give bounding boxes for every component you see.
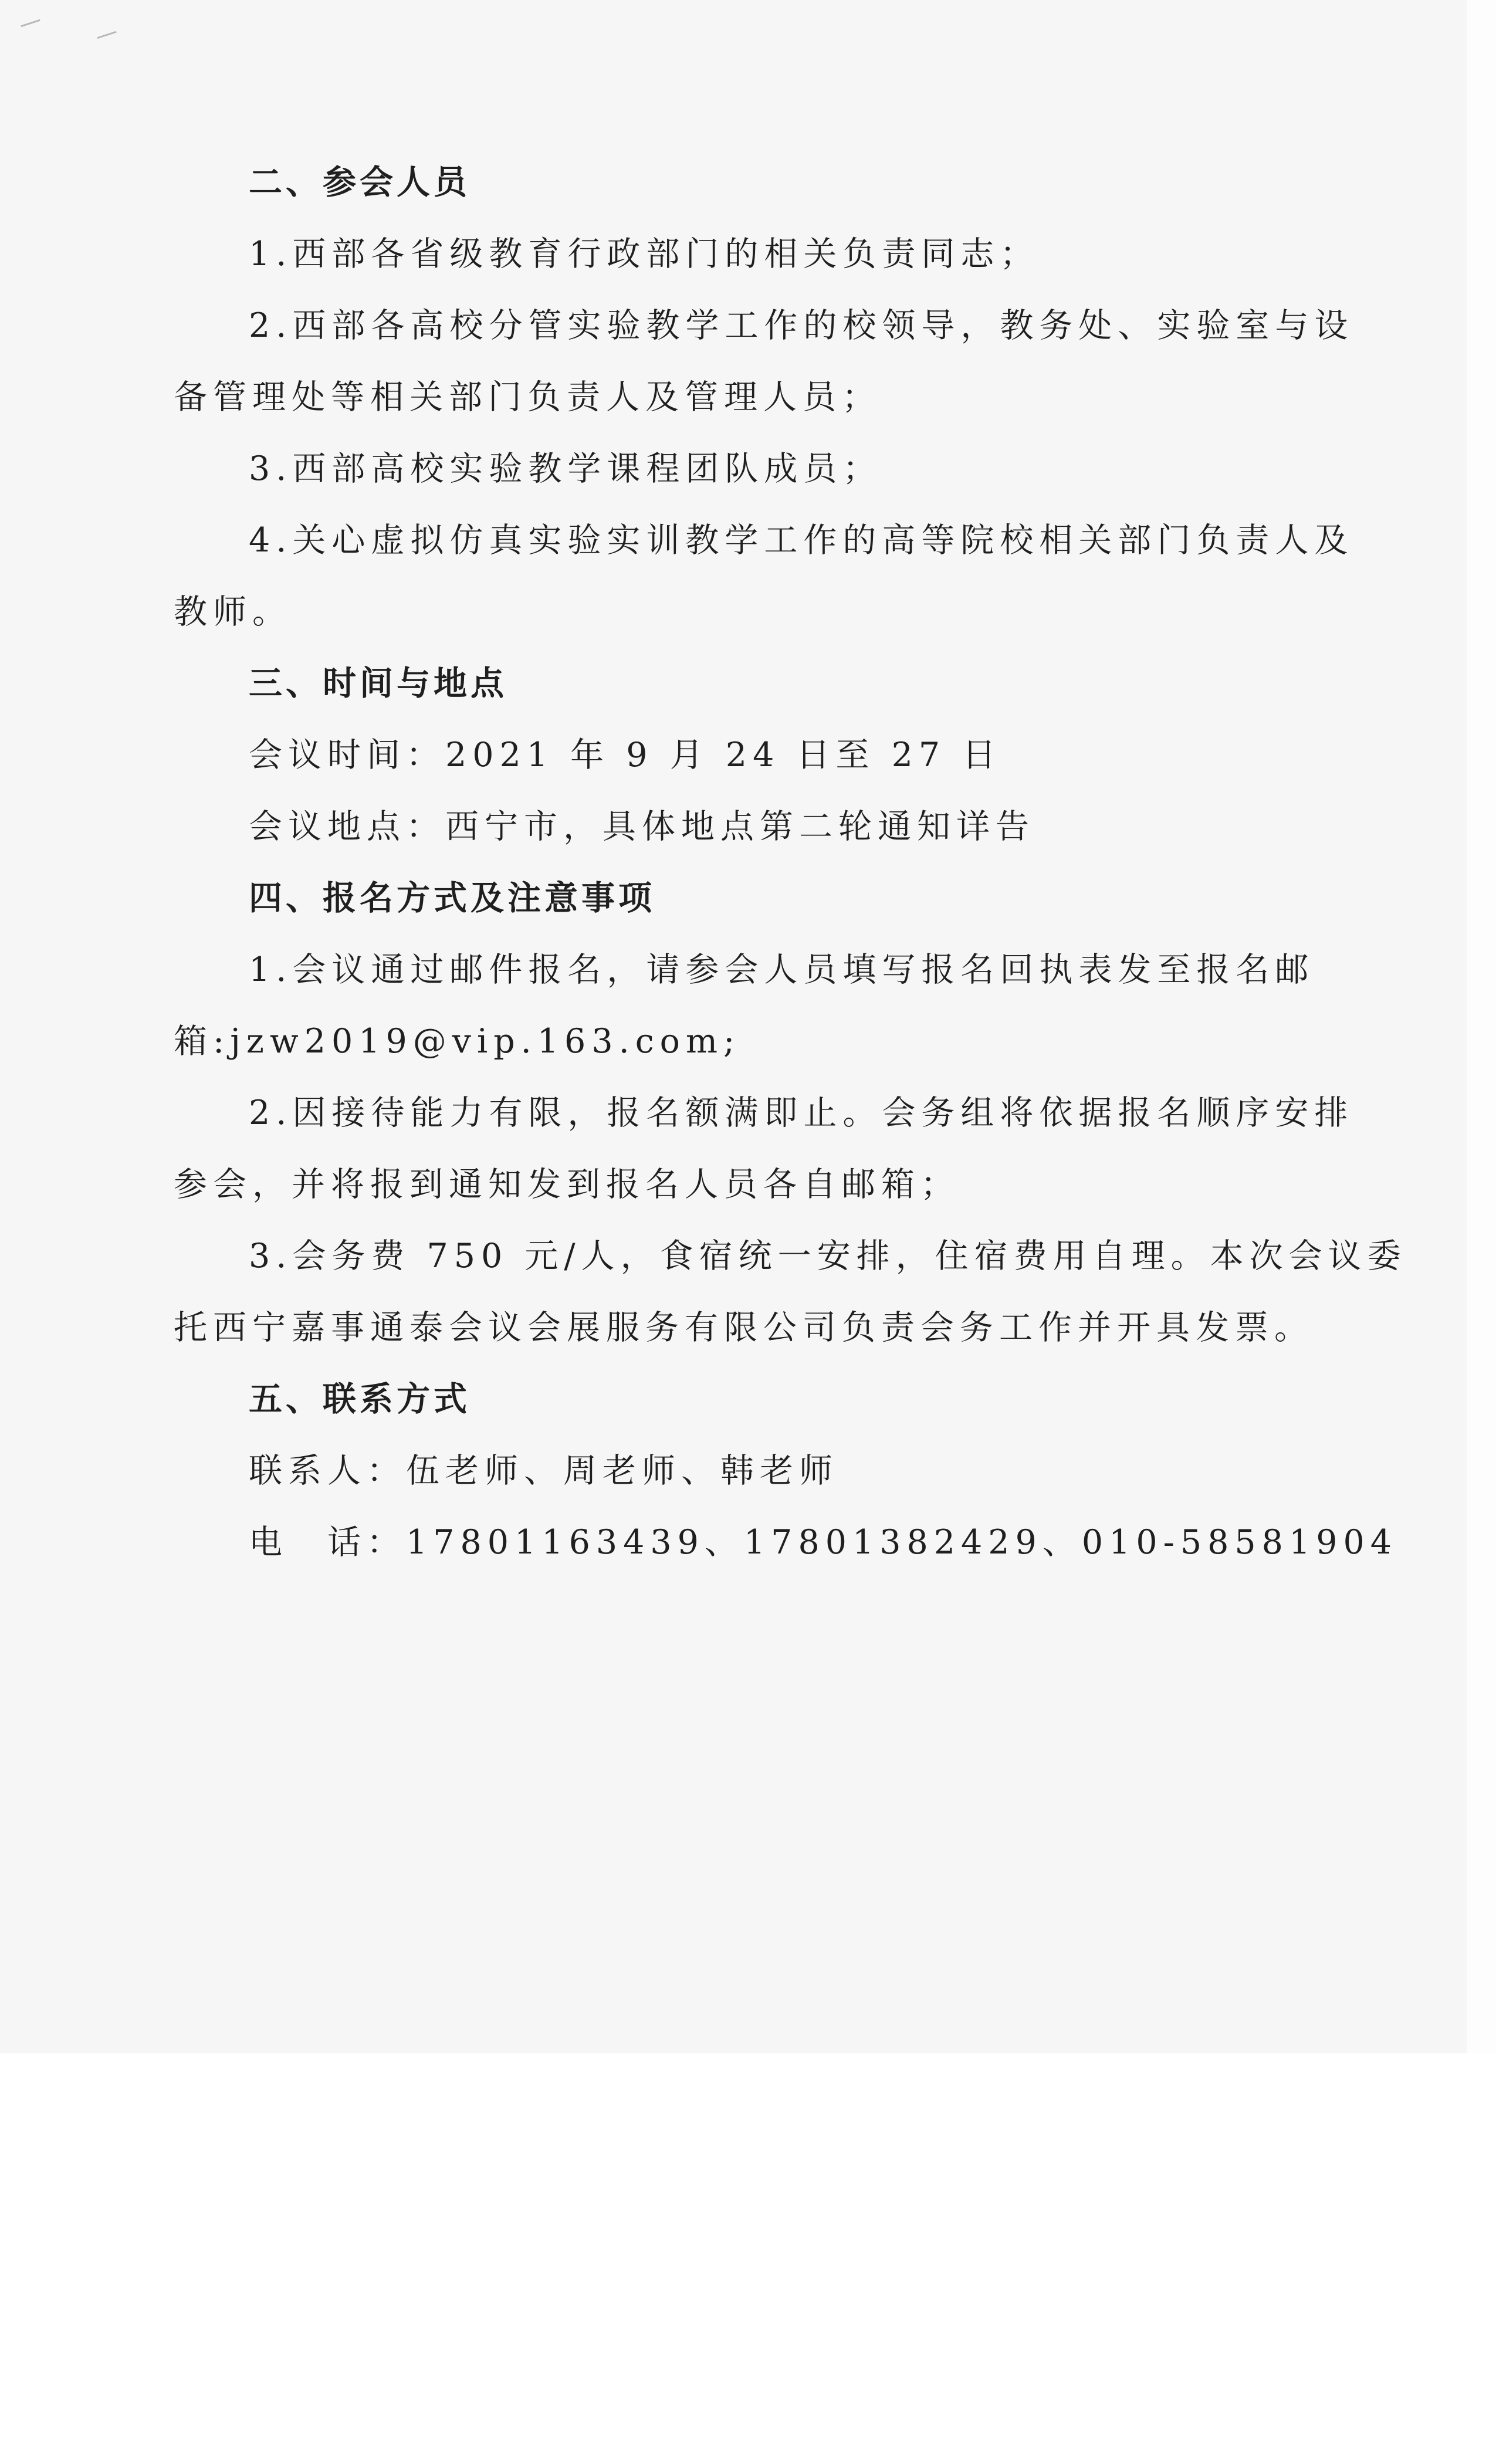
registration-item-1-line-2: 箱:jzw2019@vip.163.com; xyxy=(174,1022,741,1061)
time-place-heading: 三、时间与地点 xyxy=(249,664,507,703)
participants-item-2-line-2: 备管理处等相关部门负责人及管理人员； xyxy=(174,378,881,417)
meeting-time: 会议时间：2021 年 9 月 24 日至 27 日 xyxy=(249,736,1002,774)
page-edge xyxy=(1467,0,1496,2053)
registration-item-2-line-2: 参会，并将报到通知发到报名人员各自邮箱； xyxy=(174,1165,960,1204)
participants-item-2-line-1: 2.西部各高校分管实验教学工作的校领导，教务处、实验室与设 xyxy=(249,306,1354,345)
registration-item-3-line-2: 托西宁嘉事通泰会议会展服务有限公司负责会务工作并开具发票。 xyxy=(174,1308,1314,1347)
registration-item-3-line-1: 3.会务费 750 元/人，食宿统一安排，住宿费用自理。本次会议委 xyxy=(249,1237,1407,1275)
contact-heading: 五、联系方式 xyxy=(249,1380,471,1419)
contact-phone-label: 电 话： xyxy=(249,1523,406,1562)
registration-item-2-line-1: 2.因接待能力有限，报名额满即止。会务组将依据报名顺序安排 xyxy=(249,1094,1354,1132)
contact-people: 联系人：伍老师、周老师、韩老师 xyxy=(249,1451,838,1490)
participants-item-3: 3.西部高校实验教学课程团队成员； xyxy=(249,449,882,488)
registration-item-1-line-1: 1.会议通过邮件报名，请参会人员填写报名回执表发至报名邮 xyxy=(249,950,1315,989)
contact-phone-line xyxy=(249,1518,1397,1566)
participants-item-1: 1.西部各省级教育行政部门的相关负责同志； xyxy=(249,235,1040,273)
participants-item-4-line-2: 教师。 xyxy=(174,593,292,631)
registration-heading: 四、报名方式及注意事项 xyxy=(249,879,655,918)
participants-heading: 二、参会人员 xyxy=(249,163,471,202)
contact-phone-numbers: 17801163439、17801382429、010-58581904 xyxy=(406,1523,1398,1562)
meeting-place: 会议地点：西宁市，具体地点第二轮通知详告 xyxy=(249,807,1035,846)
participants-item-4-line-1: 4.关心虚拟仿真实验实训教学工作的高等院校相关部门负责人及 xyxy=(249,521,1354,560)
